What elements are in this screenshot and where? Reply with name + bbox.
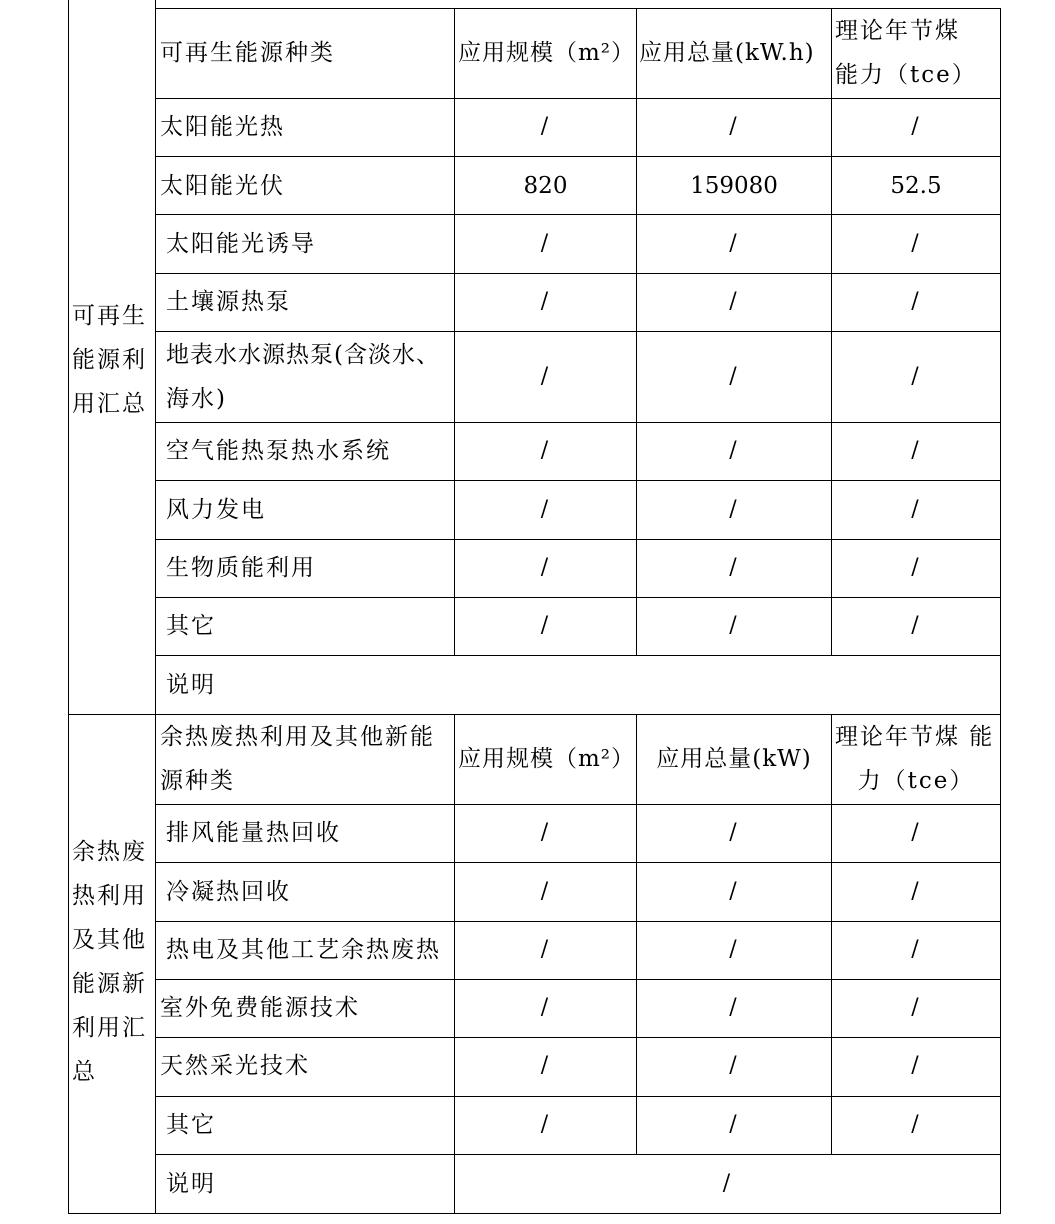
row-divider	[155, 480, 1001, 481]
row-name: 太阳能光诱导	[166, 231, 316, 257]
row-scale: /	[540, 231, 551, 256]
group-label-line: 余热废	[72, 839, 147, 865]
note-label: 说明	[166, 672, 216, 698]
row-name: 其它	[166, 613, 216, 639]
note-value: /	[722, 1171, 733, 1196]
table-border-bottom	[68, 1213, 1001, 1214]
header-scale: 应用规模（m²）	[458, 746, 636, 772]
header-type: 可再生能源种类	[160, 40, 335, 66]
row-total: /	[729, 1053, 739, 1078]
row-saving: /	[911, 1112, 921, 1137]
group-label-line: 用汇总	[72, 391, 147, 417]
row-divider	[155, 539, 1001, 540]
group-label-line: 可再生	[72, 303, 147, 329]
row-divider	[155, 862, 1001, 863]
row-total: /	[729, 555, 739, 580]
group-label-line: 及其他	[72, 927, 147, 953]
note-label: 说明	[166, 1171, 216, 1197]
row-scale: /	[540, 1112, 551, 1137]
row-name: 风力发电	[166, 497, 266, 523]
row-scale: /	[540, 613, 551, 638]
row-scale: /	[540, 555, 551, 580]
row-total: /	[729, 820, 739, 845]
row-name: 天然采光技术	[160, 1053, 310, 1079]
group-label-line: 能源新	[72, 971, 147, 997]
row-total: /	[729, 289, 739, 314]
row-saving: /	[911, 879, 921, 904]
row-total: 159080	[690, 173, 778, 199]
row-name: 生物质能利用	[166, 555, 316, 581]
table-border-right	[1000, 8, 1001, 1213]
row-divider	[155, 979, 1001, 980]
group-label-line: 利用汇	[72, 1015, 147, 1041]
row-divider	[155, 597, 1001, 598]
row-name: 其它	[166, 1112, 216, 1138]
row-name: 空气能热泵热水系统	[166, 438, 391, 464]
row-saving: /	[911, 364, 921, 389]
row-saving: /	[911, 289, 921, 314]
row-saving: /	[911, 1053, 921, 1078]
row-total: /	[729, 879, 739, 904]
row-total: /	[729, 497, 739, 522]
row-divider	[155, 1096, 1001, 1097]
row-divider	[155, 422, 1001, 423]
header-scale: 应用规模（m²）	[458, 40, 636, 66]
group-label-line: 总	[72, 1059, 97, 1085]
row-scale: /	[540, 497, 551, 522]
row-total: /	[729, 1112, 739, 1137]
row-divider	[155, 98, 1001, 99]
table-border-left	[68, 0, 69, 1213]
row-saving: /	[911, 231, 921, 256]
row-scale: /	[540, 879, 551, 904]
row-divider	[155, 921, 1001, 922]
header-saving-line1: 理论年节煤 能	[835, 724, 995, 750]
row-saving: /	[911, 438, 921, 463]
row-total: /	[729, 613, 739, 638]
row-divider	[155, 1037, 1001, 1038]
row-name: 排风能量热回收	[166, 820, 341, 846]
row-total: /	[729, 364, 739, 389]
group-label-line: 热利用	[72, 883, 147, 909]
row-divider	[155, 1154, 1001, 1155]
row-saving: /	[911, 114, 921, 139]
header-saving-line1: 理论年节煤	[835, 18, 960, 44]
row-name-line1: 地表水水源热泵(含淡水、	[166, 342, 440, 368]
row-scale: /	[540, 364, 551, 389]
row-scale: /	[540, 114, 551, 139]
row-name: 冷凝热回收	[166, 879, 291, 905]
header-type-line1: 余热废热利用及其他新能	[160, 724, 435, 750]
row-saving: /	[911, 613, 921, 638]
row-scale: /	[540, 995, 551, 1020]
header-total: 应用总量(kW)	[656, 746, 812, 772]
row-saving: /	[911, 497, 921, 522]
row-scale: /	[540, 820, 551, 845]
row-total: /	[729, 937, 739, 962]
row-saving: /	[911, 995, 921, 1020]
row-scale: /	[540, 289, 551, 314]
row-divider	[155, 331, 1001, 332]
header-saving-line2: 力（tce）	[857, 768, 975, 794]
row-saving: 52.5	[890, 173, 942, 199]
row-name: 太阳能光热	[160, 114, 285, 140]
row-scale: 820	[523, 173, 568, 199]
row-divider	[155, 273, 1001, 274]
header-saving-line2: 能力（tce）	[835, 62, 977, 88]
row-divider	[155, 156, 1001, 157]
row-saving: /	[911, 820, 921, 845]
row-name: 室外免费能源技术	[160, 995, 360, 1021]
row-divider	[155, 804, 1001, 805]
row-saving: /	[911, 555, 921, 580]
row-scale: /	[540, 1053, 551, 1078]
row-total: /	[729, 995, 739, 1020]
group-label-line: 能源利	[72, 347, 147, 373]
table-col-divider	[155, 0, 156, 1213]
row-scale: /	[540, 438, 551, 463]
row-total: /	[729, 438, 739, 463]
header-total: 应用总量(kW.h)	[639, 40, 815, 66]
row-saving: /	[911, 937, 921, 962]
row-name: 热电及其他工艺余热废热	[166, 937, 441, 963]
header-type-line2: 源种类	[160, 768, 235, 794]
row-divider	[155, 214, 1001, 215]
row-name: 土壤源热泵	[166, 289, 291, 315]
row-total: /	[729, 114, 739, 139]
row-name: 太阳能光伏	[160, 173, 285, 199]
row-total: /	[729, 231, 739, 256]
row-scale: /	[540, 937, 551, 962]
row-name-line2: 海水)	[166, 386, 227, 412]
row-divider	[155, 655, 1001, 656]
